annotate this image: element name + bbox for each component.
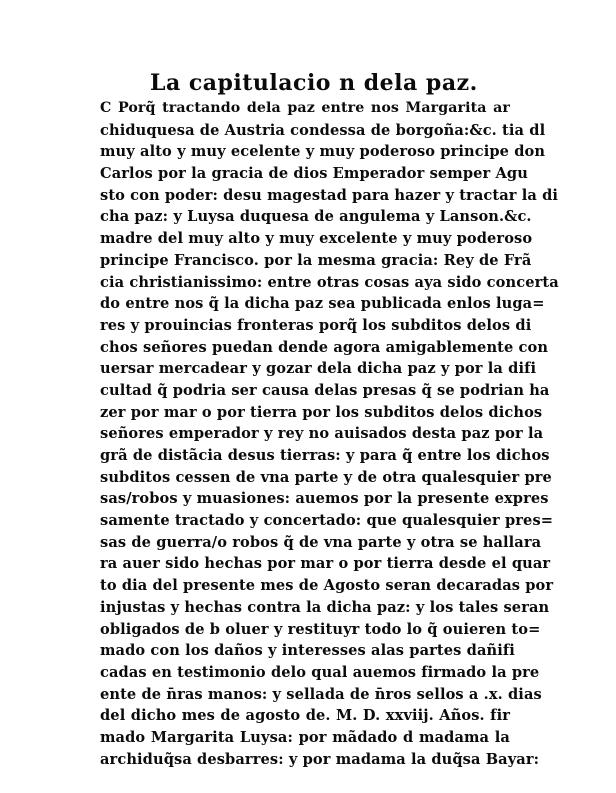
text-line: ente de n̄ras manos: y sellada de n̄ros sellos a .x. dias [100,685,542,703]
text-line: señores emperador y rey no auisados desta paz por la [100,425,544,443]
text-line: del dicho mes de agosto de. M. D. xxviij. Años. fir [100,707,510,725]
text-line: sas de guerra/o robos q̃ de vna parte y otra se hallara [100,533,542,551]
text-line: cha paz: y Luysa duquesa de angulema y Lanson.&c. [100,208,532,226]
text-line: grã de distãcia desus tierras: y para q̃ entre los dichos [100,447,550,464]
text-line: principe Francisco. por la mesma gracia: Rey de Frã [100,251,532,269]
text-block [100,98,559,770]
text-line: mado Margarita Luysa: por mãdado d madama la [100,728,510,746]
text-line: uersar mercadear y gozar dela dicha paz y por la difi [100,360,537,378]
text-line: sas/robos y muasiones: auemos por la presente expres [100,490,549,508]
text-line: subditos cessen de vna parte y de otra qualesquier pre [100,468,552,486]
text-line: samente tractado y concertado: que qualesquier pres= [100,512,554,530]
document-title: La capitulacio n dela paz. [150,70,478,96]
text-line: res y prouincias fronteras porq̃ los subditos delos di [100,316,532,334]
text-line: obligados de b oluer y restituyr todo lo q̃ ouieren to= [100,620,541,638]
text-line: mado con los daños y interesses alas partes dañifi [100,642,515,660]
text-line: cadas en testimonio delo qual auemos firmado la pre [100,663,540,681]
text-line: chiduquesa de Austria condessa de borgoña:&c. tia dl [100,121,546,139]
text-line: do entre nos q̃ la dicha paz sea publicada enlos luga= [100,295,545,313]
text-line: zer por mar o por tierra por los subditos delos dichos [100,403,543,421]
text-line: cultad q̃ podria ser causa delas presas q̃ se podrian ha [100,381,550,399]
text-line: cia christianissimo: entre otras cosas aya sido concerta [100,273,559,291]
text-line: madre del muy alto y muy excelente y muy poderoso [100,230,533,248]
text-line: Carlos por la gracia de dios Emperador semper Agu [100,165,528,183]
text-line: muy alto y muy ecelente y muy poderoso principe don [100,143,546,161]
text-line: injustas y hechas contra la dicha paz: y los tales seran [100,598,550,616]
text-line: archiduq̃sa desbarres: y por madama la duq̃sa Bayar: [100,750,540,768]
text-line: sto con poder: desu magestad para hazer y tractar la di [100,186,559,204]
text-line: chos señores puedan dende agora amigablemente con [100,338,549,356]
text-line: ra auer sido hechas por mar o por tierra desde el quar [100,555,551,573]
text-line: to dia del presente mes de Agosto seran decaradas por [100,577,554,595]
text-line: C Porq̃ tractando dela paz entre nos Margarita ar [100,100,510,116]
